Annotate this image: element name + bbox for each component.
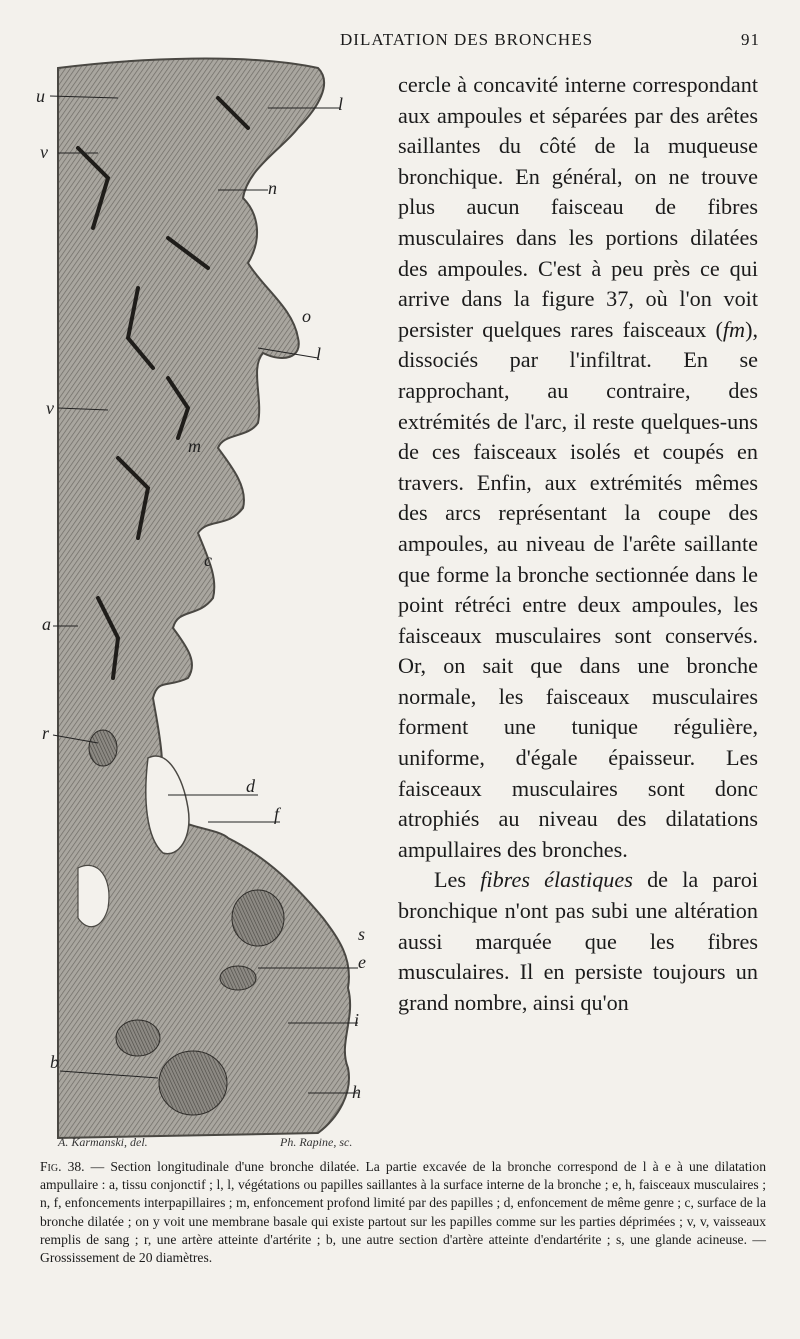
figure-caption: [40, 1158, 766, 1267]
label-m: m: [188, 436, 201, 456]
label-v-mid: v: [46, 398, 54, 418]
page-number: 91: [741, 30, 760, 49]
paragraph-muscle-fibers: cercle à concavité interne correspondant aux ampoules et séparées par des arêtes saillantes du côté de la muqueuse bronchique. En général, on ne trouve plus aucun faisceau de fibres musculaires dans les portions dilatées des ampoules. C'est à peu près ce qui arrive dans la figure 37, où l'on voit persister quelques rares faisceaux (fm), dissociés par l'infiltrat. En se rapprochant, au contraire, des extrémités de l'arc, il reste quelques-uns de ces faisceaux isolés et coupés en travers. Enfin, aux extrémités mêmes des arcs représentant la coupe des ampoules, au niveau de l'arête saillante que forme la bronche sectionnée dans le point rétréci entre deux ampoules, les faisceaux musculaires sont conservés. Or, on sait que dans une bronche normale, les faisceaux musculaires forment une tunique régulière, uniforme, d'égale épaisseur. Les faisceaux musculaires sont donc atrophiés au niveau des dilatations ampullaires des bronches.: [398, 72, 758, 862]
caption-label: Fig. 38.: [40, 1159, 85, 1174]
label-l-top: l: [338, 94, 344, 114]
engraver-credit-right: Ph. Rapine, sc.: [280, 1135, 353, 1149]
label-l-mid: l: [316, 344, 322, 364]
label-n: n: [268, 178, 277, 198]
label-a: a: [42, 614, 51, 634]
label-e: e: [358, 952, 366, 972]
label-o: o: [302, 306, 311, 326]
body-text: [398, 70, 758, 1018]
running-title: DILATATION DES BRONCHES: [340, 30, 594, 49]
label-u-top: u: [36, 86, 45, 106]
label-i: i: [354, 1010, 360, 1030]
label-h: h: [352, 1082, 361, 1102]
label-v-top: v: [40, 142, 48, 162]
paragraph-elastic-fibers: Les fibres élastiques de la paroi bronchique n'ont pas subi une altération aussi marquée que les fibres musculaires. Il en persiste toujours un grand nombre, ainsi qu'on: [398, 867, 758, 1015]
label-r: r: [42, 723, 50, 743]
label-d: d: [246, 776, 255, 796]
label-s: s: [358, 924, 366, 944]
figure-38-illustration: [18, 38, 378, 1153]
engraver-credit-left: A. Karmanski, del.: [58, 1135, 148, 1149]
running-header: [340, 30, 760, 50]
label-b: b: [50, 1052, 59, 1072]
label-c: c: [204, 550, 212, 570]
bronchial-wall-section: [58, 59, 350, 1138]
caption-text: — Section longitudinale d'une bronche dilatée. La partie excavée de la bronche correspond de l à e à une dilatation ampullaire : a, tissu conjonctif ; l, l, végétations ou papilles saillantes à la surface interne de la bronche ; e, h, faisceaux musculaires ; n, f, enfoncements interpapillaires ; m, enfoncement profond limité par des papilles ; d, enfoncement de même genre ; c, surface de la bronche dilatée ; on y voit une membrane basale qui existe partout sur les papilles comme sur les parties déprimées ; v, v, vaisseaux remplis de sang ; r, une artère atteinte d'artérite ; b, une autre section d'artère atteinte d'endartérite ; s, une glande acineuse. — Grossissement de 20 diamètres.: [40, 1159, 766, 1266]
label-f: f: [274, 804, 280, 824]
